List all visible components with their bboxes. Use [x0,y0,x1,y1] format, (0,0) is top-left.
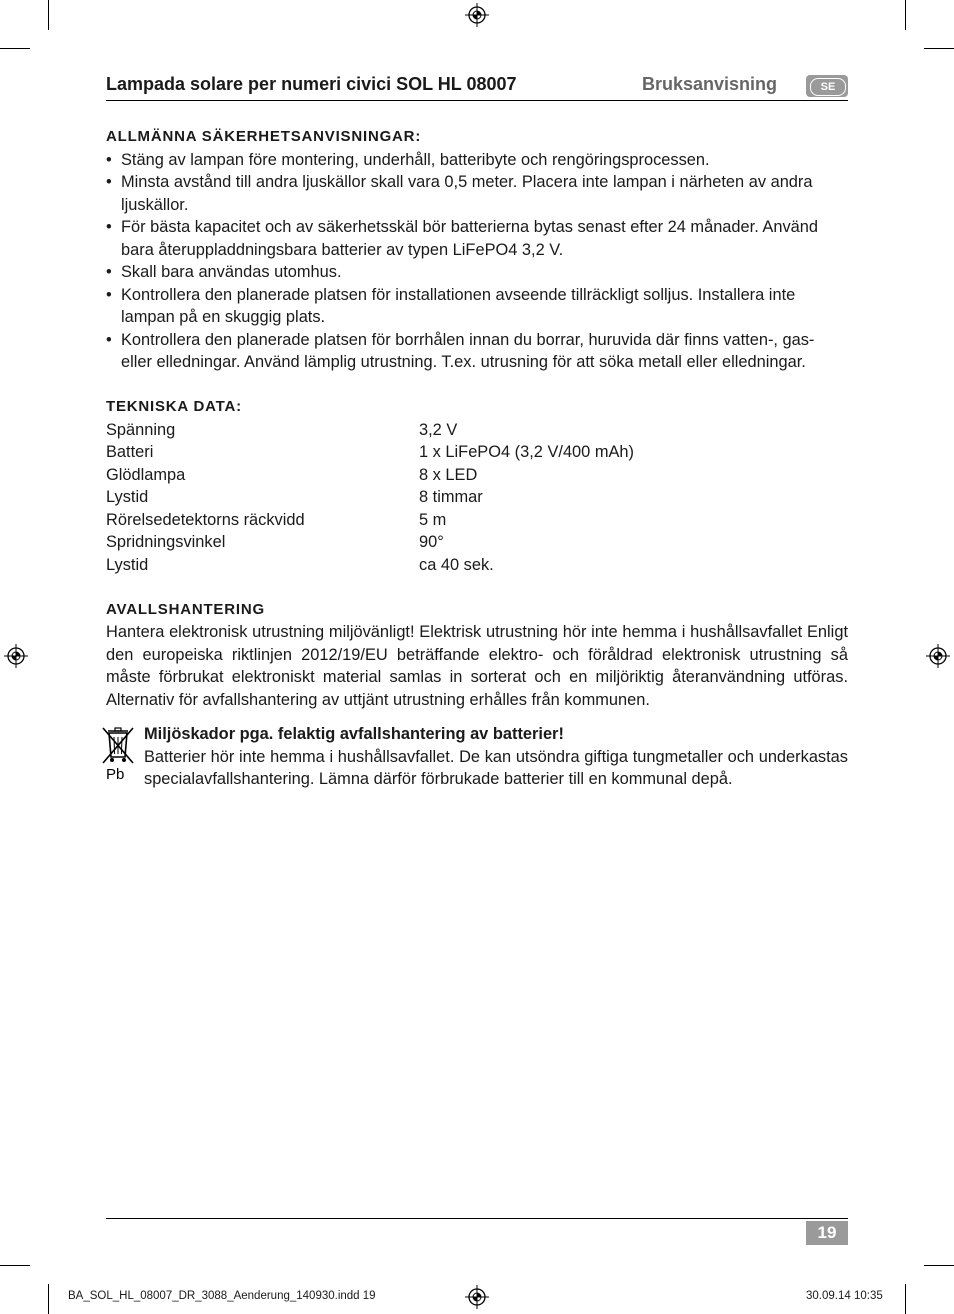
list-item: • Stäng av lampan före montering, underhåll, batteribyte och rengöringsprocessen. [106,150,710,169]
footer-divider [106,1218,848,1219]
crossed-out-bin-icon [98,725,138,783]
section-title: Bruksanvisning [642,74,778,94]
battery-notice [106,723,848,791]
registration-mark-icon [926,644,950,668]
table-row: Lystid ca 40 sek. [106,555,494,574]
table-row: Lystid 8 timmar [106,488,483,506]
tech-table [106,419,848,577]
table-row: Batteri 1 x LiFePO4 (3,2 V/400 mAh) [106,443,634,461]
registration-mark-icon [4,644,28,668]
list-item: • Minsta avstånd till andra ljuskällor skall vara 0,5 meter. Placera inte lampan i närheten av andra ljuskällor. [106,173,813,214]
main-content [106,126,848,791]
registration-mark-icon [465,3,489,27]
language-badge [806,75,848,97]
list-item: • Skall bara användas utomhus. [106,263,342,281]
language-badge-label: SE [810,78,846,96]
crop-mark [905,0,906,30]
crop-mark [924,1265,954,1266]
table-row: Rörelsedetektorns räckvidd 5 m [106,510,447,529]
safety-heading: ALLMÄNNA SÄKERHETSANVISNINGAR: [106,128,422,145]
crop-mark [924,48,954,49]
list-item: • Kontrollera den planerade platsen för installationen avseende tillräckligt solljus. Installera inte lampan på en skuggig plats. [106,285,796,326]
print-slug-file: BA_SOL_HL_08007_DR_3088_Aenderung_140930.indd 19 [68,1290,376,1302]
table-row: Glödlampa 8 x LED [106,465,478,484]
battery-warning-text: Batterier hör inte hemma i hushållsavfallet. De kan utsöndra giftiga tungmetaller och underkastas specialavfallshantering. Lämna därför förbrukade batterier till en kommunal depå. [144,747,848,788]
list-item: • Kontrollera den planerade platsen för borrhålen innan du borrar, huruvida där finns vatten-, gas- eller elledningar. Använd lämplig utrustning. T.ex. utrusning för att söka metall eller elledningar. [106,330,815,371]
disposal-text: Hantera elektronisk utrustning miljövänligt! Elektrisk utrustning hör inte hemma i hushållsavfallet Enligt den europeiska riktlinjen 2012/19/EU beträffande elektro- och föråldrad elektronisk utrustning så måste förbrukat elektroniskt material samlas in sorterat och en miljöriktig återanvändning utföras. Alternativ för avfallshantering av uttjänt utrustning erhålles från kommunen. [106,623,848,709]
page-header [106,72,848,101]
document-title: Lampada solare per numeri civici SOL HL 08007 [106,74,517,94]
crop-mark [905,1284,906,1314]
disposal-heading: AVALLSHANTERING [106,600,265,618]
print-slug-date: 30.09.14 10:35 [806,1290,883,1302]
registration-mark-icon [465,1285,489,1309]
tech-heading: TEKNISKA DATA: [106,398,242,415]
crop-mark [0,1265,30,1266]
table-row: Spänning 3,2 V [106,420,458,439]
crop-mark [0,48,30,49]
battery-warning-title: Miljöskador pga. felaktig avfallshantering av batterier! [144,725,564,743]
battery-icon-label: Pb [106,766,125,783]
crop-mark [48,0,49,30]
page-number: 19 [806,1221,848,1245]
crop-mark [48,1284,49,1314]
list-item: • För bästa kapacitet och av säkerhetsskäl bör batterierna bytas senast efter 24 månader. Använd bara återuppladdningsbara batterier av typen LiFePO4 3,2 V. [106,218,819,259]
safety-list [106,149,848,374]
table-row: Spridningsvinkel 90° [106,533,444,551]
